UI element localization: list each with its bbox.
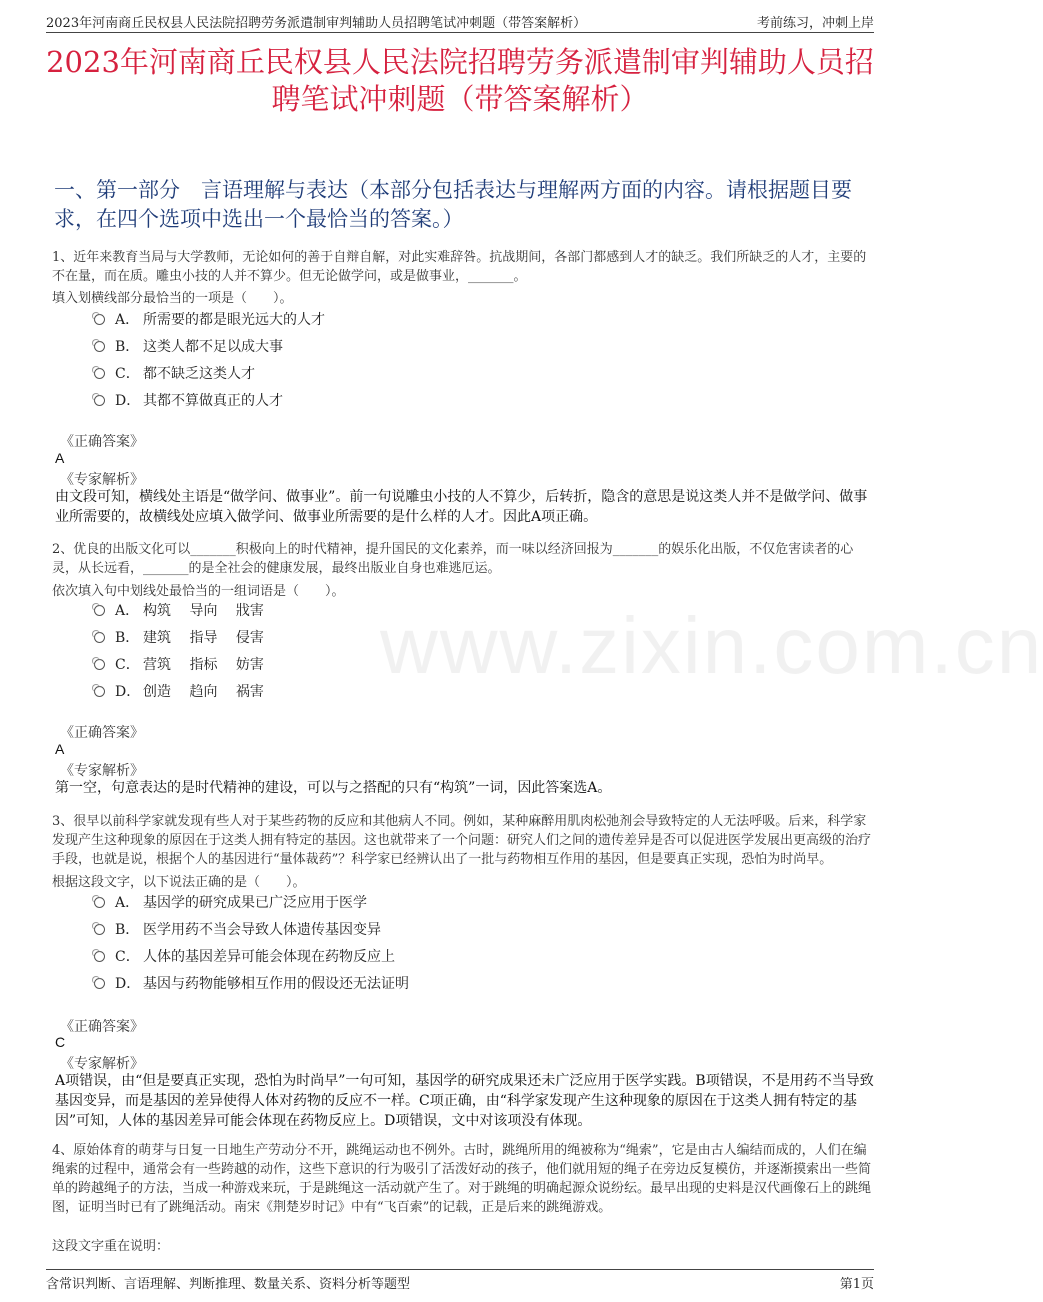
radio-icon[interactable] [94,978,105,989]
footer-topics: 含常识判断、言语理解、判断推理、数量关系、资料分析等题型 [46,1277,411,1292]
question-2-option-b[interactable]: B． 建筑 指导 侵害 [94,627,264,647]
radio-icon[interactable] [94,341,105,352]
header-doc-title: 2023年河南商丘民权县人民法院招聘劳务派遣制审判辅助人员招聘笔试冲刺题（带答案解析） [46,16,587,31]
question-3-option-a[interactable]: A． 基因学的研究成果已广泛应用于医学 [94,892,367,912]
question-2-prompt: 依次填入句中划线处最恰当的一组词语是（ ）。 [52,584,345,599]
analysis-label: 《专家解析》 [60,472,144,488]
answer-label: 《正确答案》 [60,434,144,450]
radio-icon[interactable] [94,951,105,962]
question-2-text: 2、优良的出版文化可以_______积极向上的时代精神，提升国民的文化素养，而一味以经济回报为_______的娱乐化出版，不仅危害读者的心灵，从长远看，_______的是全社会的健康发展，最终出版业自身也难逃厄运。 [52,542,854,576]
question-3-option-c[interactable]: C． 人体的基因差异可能会体现在药物反应上 [94,946,395,966]
question-3-text: 3、很早以前科学家就发现有些人对于某些药物的反应和其他病人不同。例如，某种麻醉用肌肉松弛剂会导致特定的人无法呼吸。后来，科学家发现产生这种现象的原因在于这类人拥有特定的基因。这也就带来了一个问题：研究人们之间的遗传差异是否可以促进医学发展出更高级的治疗手段，也就是说，根据个人的基因进行“量体裁药”？科学家已经辨认出了一批与药物相互作用的基因，但是要真正实现，恐怕为时尚早。 [52,814,872,867]
radio-icon[interactable] [94,924,105,935]
question-3-answer: C [55,1034,66,1050]
analysis-label: 《专家解析》 [60,763,144,779]
page-header [46,10,874,33]
question-1-text: 1、近年来教育当局与大学教师，无论如何的善于自辩自解，对此实难辞咎。抗战期间，各部门都感到人才的缺乏。我们所缺乏的人才，主要的不在量，而在质。雕虫小技的人并不算少。但无论做学问，或是做事业，_______。 [52,250,867,284]
section-heading: 一、第一部分 言语理解与表达（本部分包括表达与理解两方面的内容。请根据题目要求，在四个选项中选出一个最恰当的答案。） [54,178,852,231]
radio-icon[interactable] [94,659,105,670]
question-3-prompt: 根据这段文字，以下说法正确的是（ ）。 [52,875,306,890]
analysis-label: 《专家解析》 [60,1056,144,1072]
watermark: www.zixin.com.cn [380,601,1043,690]
question-1-option-c[interactable]: C． 都不缺乏这类人才 [94,363,255,383]
radio-icon[interactable] [94,897,105,908]
question-4-prompt: 这段文字重在说明： [52,1239,170,1254]
question-2-option-d[interactable]: D． 创造 趋向 祸害 [94,681,264,701]
radio-icon[interactable] [94,632,105,643]
question-1-option-b[interactable]: B． 这类人都不足以成大事 [94,336,283,356]
question-2-analysis: 第一空，句意表达的是时代精神的建设，可以与之搭配的只有“构筑”一词，因此答案选A。 [55,780,612,796]
question-3-analysis: A项错误，由“但是要真正实现，恐怕为时尚早”一句可知，基因学的研究成果还未广泛应用于医学实践。B项错误，不是用药不当导致基因变异，而是基因的差异使得人体对药物的反应不一样。C项正确，由“科学家发现产生这种现象的原因在于这类人拥有特定的基因”可知，人体的基因差异可能会体现在药物反应上。D项错误，文中对该项没有体现。 [55,1073,874,1129]
page-footer [46,1269,874,1290]
radio-icon[interactable] [94,605,105,616]
radio-icon[interactable] [94,368,105,379]
header-slogan: 考前练习，冲刺上岸 [756,16,874,31]
question-1-analysis: 由文段可知，横线处主语是“做学问、做事业”。前一句说雕虫小技的人不算少，后转折，隐含的意思是说这类人并不是做学问、做事业所需要的，故横线处应填入做学问、做事业所需要的是什么样的人才。因此A项正确。 [55,489,868,525]
document-title: 2023年河南商丘民权县人民法院招聘劳务派遣制审判辅助人员招聘笔试冲刺题（带答案解析） [46,45,874,116]
question-4-text: 4、原始体育的萌芽与日复一日地生产劳动分不开，跳绳运动也不例外。古时，跳绳所用的绳被称为“绳索”，它是由古人编结而成的，人们在编绳索的过程中，通常会有一些跨越的动作，这些下意识的行为吸引了活泼好动的孩子，他们就用短的绳子在旁边反复模仿，并逐渐摸索出一些简单的跨越绳子的方法，当成一种游戏来玩，于是跳绳这一活动就产生了。对于跳绳的明确起源众说纷纭。最早出现的史料是汉代画像石上的跳绳图，证明当时已有了跳绳活动。南宋《荆楚岁时记》中有“飞百索”的记载，正是后来的跳绳游戏。 [52,1143,872,1215]
question-3-option-d[interactable]: D． 基因与药物能够相互作用的假设还无法证明 [94,973,409,993]
radio-icon[interactable] [94,686,105,697]
answer-label: 《正确答案》 [60,1019,144,1035]
answer-label: 《正确答案》 [60,725,144,741]
question-2-option-a[interactable]: A． 构筑 导向 戕害 [94,600,264,620]
question-1-prompt: 填入划横线部分最恰当的一项是（ ）。 [52,291,293,306]
question-3-option-b[interactable]: B． 医学用药不当会导致人体遗传基因变异 [94,919,381,939]
question-1-option-a[interactable]: A． 所需要的都是眼光远大的人才 [94,309,325,329]
radio-icon[interactable] [94,395,105,406]
page-number: 第1页 [839,1277,874,1292]
question-1-answer: A [55,450,65,466]
radio-icon[interactable] [94,314,105,325]
question-2-option-c[interactable]: C． 营筑 指标 妨害 [94,654,264,674]
question-2-answer: A [55,741,65,757]
question-1-option-d[interactable]: D． 其都不算做真正的人才 [94,390,283,410]
